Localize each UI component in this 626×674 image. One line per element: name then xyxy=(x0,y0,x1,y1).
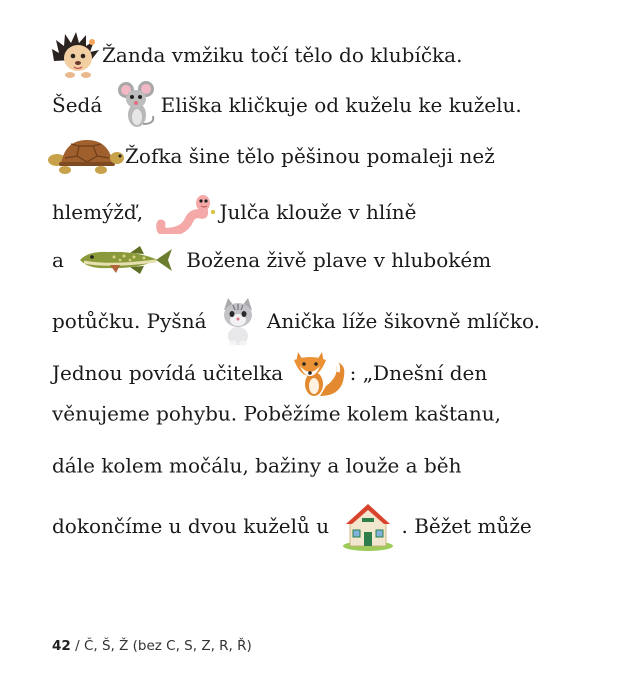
footer-separator: / xyxy=(75,638,80,654)
text-line-8 xyxy=(52,399,501,427)
text-line-1 xyxy=(50,31,462,79)
line-5-text-b: Božena živě plave v hlubokém xyxy=(186,248,492,272)
line-9-text: dále kolem močálu, bažiny a louže a běh xyxy=(52,453,462,478)
line-10-text-a: dokončíme u dvou kuželů u xyxy=(52,514,330,538)
school-house-icon xyxy=(342,500,394,552)
line-6-text-a: potůčku. Pyšná xyxy=(52,309,207,333)
line-7-text-b: : „Dnešní den xyxy=(349,361,488,385)
line-3-text: Žofka šine tělo pěšinou pomaleji než xyxy=(125,144,495,168)
line-4-text-a: hlemýžď, xyxy=(52,200,144,224)
kitten-icon xyxy=(219,296,257,346)
text-line-4 xyxy=(52,190,416,234)
hedgehog-icon xyxy=(50,31,102,79)
line-2-text-b: Eliška kličkuje od kuželu ke kuželu. xyxy=(160,93,522,117)
line-10-text-b: . Běžet může xyxy=(401,514,532,538)
line-5-text-a: a xyxy=(52,248,64,272)
text-line-7 xyxy=(52,346,487,400)
mouse-icon xyxy=(113,80,159,130)
chapter-topic: Č, Š, Ž (bez C, S, Z, R, Ř) xyxy=(83,638,252,654)
text-line-5 xyxy=(52,243,491,277)
pike-fish-icon xyxy=(78,243,174,277)
text-line-6 xyxy=(52,296,540,346)
line-8-text: věnujeme pohybu. Poběžíme kolem kaštanu, xyxy=(52,401,502,426)
line-4-text-b: Julča klouže v hlíně xyxy=(219,200,417,224)
page-footer xyxy=(52,638,252,654)
line-1-text: Žanda vmžiku točí tělo do klubíčka. xyxy=(102,43,463,67)
worm-icon xyxy=(155,190,217,234)
turtle-icon xyxy=(45,134,125,178)
line-6-text-b: Anička líže šikovně mlíčko. xyxy=(266,309,541,333)
text-line-3 xyxy=(45,134,495,178)
fox-icon xyxy=(290,346,348,400)
text-line-10 xyxy=(52,500,532,552)
page-number: 42 xyxy=(52,638,71,654)
text-line-2 xyxy=(52,80,522,130)
line-7-text-a: Jednou povídá učitelka xyxy=(52,361,284,385)
line-2-text-a: Šedá xyxy=(52,93,103,117)
text-line-9 xyxy=(52,451,461,479)
